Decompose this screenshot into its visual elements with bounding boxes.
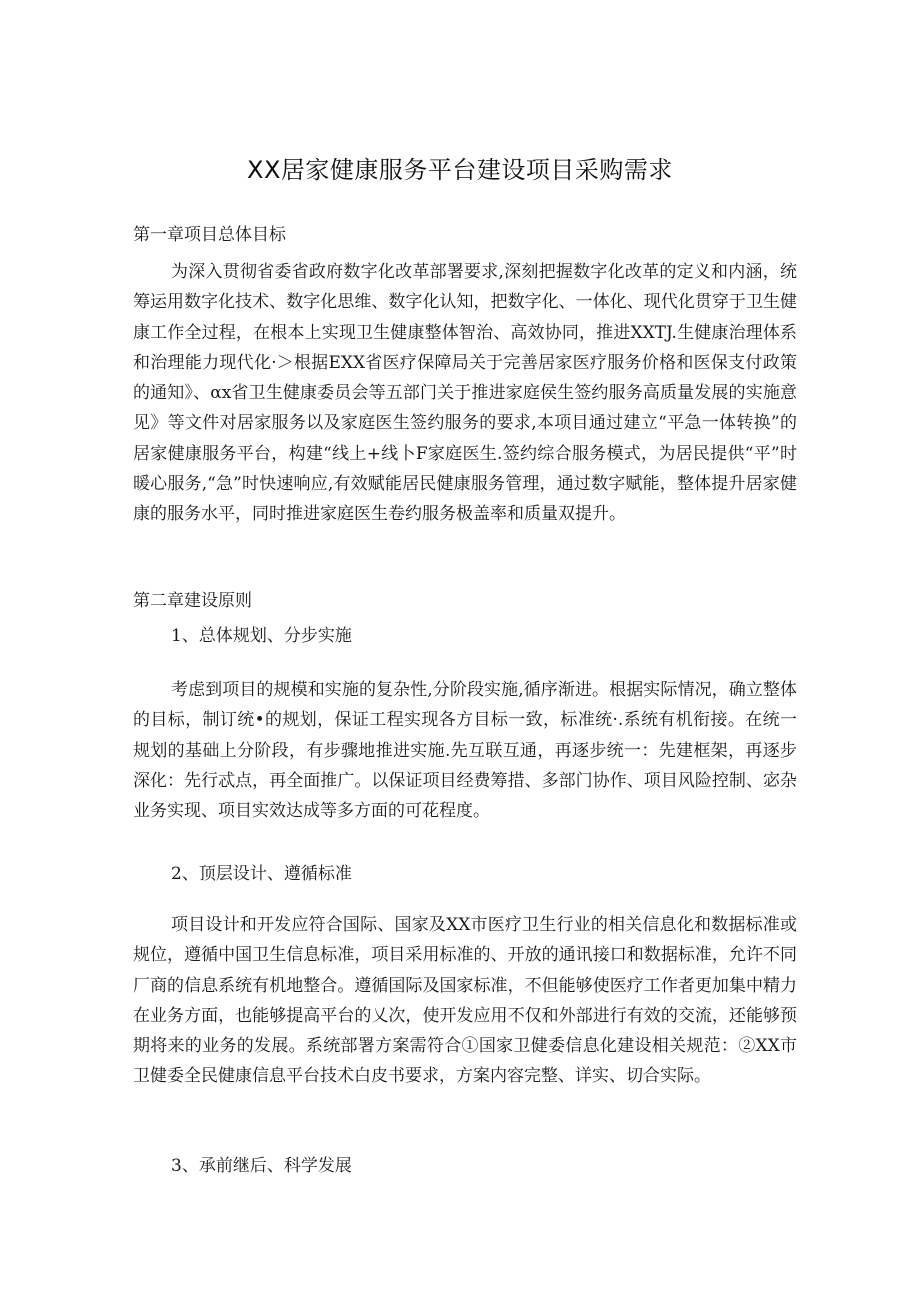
- section-2-heading: 2、顶层设计、遵循标准: [171, 864, 352, 884]
- chapter-2-heading: 第二章建设原则: [133, 591, 252, 611]
- chapter-1-paragraph: 为深入贯彻省委省政府数字化改革部署要求,深刻把握数字化改革的定义和内涵，统筹运用数字化技术、数字化思维、数字化认知，把数字化、一体化、现代化贯穿于卫生健康工作全过程，在根本上实现卫生健康整体智治、高效协同，推进XXTJ.生健康治理体系和治理能力现代化·＞根据EXX省医疗保障局关于完善居家医疗服务价格和医保支付政策的通知》、αx省卫生健康委员会等五部门关于推进家庭侯生签约服务高质量发展的实施意见》等文件对居家服务以及家庭医生签约服务的要求,本项目通过建立“平急一体转换”的居家健康服务平台，构建“线上+线卜F家庭医生.签约综合服务模式，为居民提供“平”时暖心服务,“急”时快速响应,有效赋能居民健康服务管理，通过数字赋能，整体提升居家健康的服务水平，同时推进家庭医生卷约服务极盖率和质量双提升。: [133, 262, 797, 525]
- chapter-1-heading: 第一章项目总体目标: [133, 225, 286, 245]
- document-title: XX居家健康服务平台建设项目采购需求: [247, 156, 673, 184]
- section-3-heading: 3、承前继后、科学发展: [171, 1156, 352, 1176]
- section-1-paragraph: 考虑到项目的规模和实施的复杂性,分阶段实施,循序渐进。根据实际情况，确立整体的目标，制订统•的规划，保证工程实现各方目标一致，标准统·.系统有机衔接。在统一规划的基础上分阶段，有步骤地推进实施.先互联互通，再逐步统一：先建框架，再逐步深化：先行忒点，再全面推广。以保证项目经费筹措、多部门协作、项目风险控制、宓杂业务实现、项目实效达成等多方面的可花程度。: [133, 680, 797, 822]
- section-2-paragraph: 项目设计和开发应符合国际、国家及XX市医疗卫生行业的相关信息化和数据标准或规位，遵循中国卫生信息标准，项目采用标准的、开放的通讯接口和数据标准，允许不同厂商的信息系统有机地整合。遵循国际及国家标准，不但能够使医疗工作者更加集中精力在业务方面，也能够提高平台的乂次，使开发应用不仅和外部进行有效的交流，还能够预期将来的业务的发展。系统部署方案需符合①国家卫健委信息化建设相关规范：②XX市卫健委全民健康信息平台技术白皮书要求，方案内容完整、详实、切合实际。: [133, 915, 797, 1087]
- section-1-heading: 1、总体规划、分步实施: [171, 626, 352, 646]
